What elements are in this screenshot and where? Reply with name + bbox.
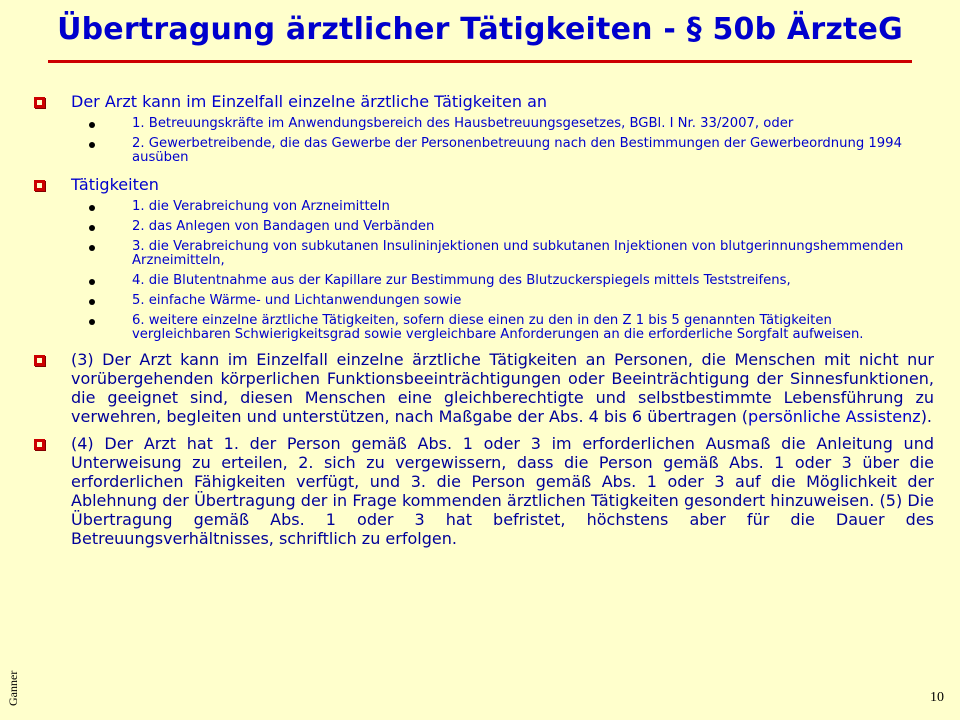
bullet-section-2 bbox=[34, 175, 934, 194]
sub-item bbox=[89, 240, 934, 268]
sub-item-text: 3. die Verabreichung von subkutanen Insulininjektionen und subkutanen Injektionen von blutgerinnungshemmenden Arzneimitteln, bbox=[132, 239, 904, 268]
sub-item-text: 4. die Blutentnahme aus der Kapillare zur Bestimmung des Blutzuckerspiegels mittels Teststreifens, bbox=[132, 273, 791, 288]
page-number: 10 bbox=[930, 690, 944, 705]
sub-item-text: 6. weitere einzelne ärztliche Tätigkeiten, sofern diese einen zu den in den Z 1 bis 5 genannten Tätigkeiten vergleichbaren Schwierigkeitsgrad sowie vergleichbare Anforderungen an die erforderliche Sorgfalt aufweisen. bbox=[132, 313, 864, 342]
sub-item-text: 2. Gewerbetreibende, die das Gewerbe der Personenbetreuung nach den Bestimmungen der Gewerbeordnung 1994 ausüben bbox=[132, 136, 902, 165]
sub-item bbox=[89, 200, 934, 214]
sub-item bbox=[89, 274, 934, 288]
sub-item bbox=[89, 294, 934, 308]
dot-bullet-icon bbox=[89, 319, 95, 325]
paragraph-3-after: ). bbox=[920, 407, 933, 426]
paragraph-3-text bbox=[71, 350, 934, 426]
dot-bullet-icon bbox=[89, 299, 95, 305]
sub-item-text: 2. das Anlegen von Bandagen und Verbänden bbox=[132, 219, 435, 234]
bullet-paragraph-4 bbox=[34, 434, 934, 548]
title-underline bbox=[48, 60, 912, 63]
bullet-section-1 bbox=[34, 92, 934, 111]
sub-item bbox=[89, 314, 934, 342]
sub-item bbox=[89, 117, 934, 131]
bullet-text: Der Arzt kann im Einzelfall einzelne ärztliche Tätigkeiten an bbox=[71, 92, 548, 111]
sub-item bbox=[89, 220, 934, 234]
author-label: Ganner bbox=[6, 670, 20, 706]
slide-content bbox=[34, 92, 934, 548]
dot-bullet-icon bbox=[89, 142, 95, 148]
persoenliche-assistenz-term: persönliche Assistenz bbox=[748, 407, 921, 426]
sub-item bbox=[89, 137, 934, 165]
paragraph-4-text: (4) Der Arzt hat 1. der Person gemäß Abs. 1 oder 3 im erforderlichen Ausmaß die Anleitung und Unterweisung zu erteilen, 2. sich zu vergewissern, dass die Person gemäß Abs. 1 oder 3 über die erforderlichen Fähigkeiten verfügt, und 3. die Person gemäß Abs. 1 oder 3 auf die Möglichkeit der Ablehnung der Übertragung der in Frage kommenden ärztlichen Tätigkeiten gesondert hinzuweisen. (5) Die Übertragung gemäß Abs. 1 oder 3 hat befristet, höchstens aber für die Dauer des Betreuungsverhältnisses, schriftlich zu erfolgen. bbox=[71, 434, 934, 548]
dot-bullet-icon bbox=[89, 245, 95, 251]
sub-item-text: 5. einfache Wärme- und Lichtanwendungen sowie bbox=[132, 293, 462, 308]
square-bullet-icon bbox=[34, 439, 45, 450]
sub-item-text: 1. die Verabreichung von Arzneimitteln bbox=[132, 199, 390, 214]
square-bullet-icon bbox=[34, 355, 45, 366]
paragraph-3-before: (3) Der Arzt kann im Einzelfall einzelne ärztliche Tätigkeiten an Personen, die Menschen mit nicht nur vorübergehenden körperlichen Funktionsbeeinträchtigungen oder Beeinträchtigung der Sinnesfunktionen, die geeignet sind, diesen Menschen eine gleichberechtigte und selbstbestimmte Lebensführung zu verwehren, begleiten und unterstützen, nach Maßgabe der Abs. 4 bis 6 übertragen ( bbox=[71, 350, 934, 426]
square-bullet-icon bbox=[34, 97, 45, 108]
square-bullet-icon bbox=[34, 180, 45, 191]
bullet-paragraph-3 bbox=[34, 350, 934, 426]
sub-item-text: 1. Betreuungskräfte im Anwendungsbereich des Hausbetreuungsgesetzes, BGBl. I Nr. 33/2007, oder bbox=[132, 116, 794, 131]
dot-bullet-icon bbox=[89, 122, 95, 128]
slide-title: Übertragung ärztlicher Tätigkeiten - § 50b ÄrzteG bbox=[57, 12, 903, 47]
dot-bullet-icon bbox=[89, 225, 95, 231]
dot-bullet-icon bbox=[89, 279, 95, 285]
dot-bullet-icon bbox=[89, 205, 95, 211]
bullet-text: Tätigkeiten bbox=[71, 175, 159, 194]
